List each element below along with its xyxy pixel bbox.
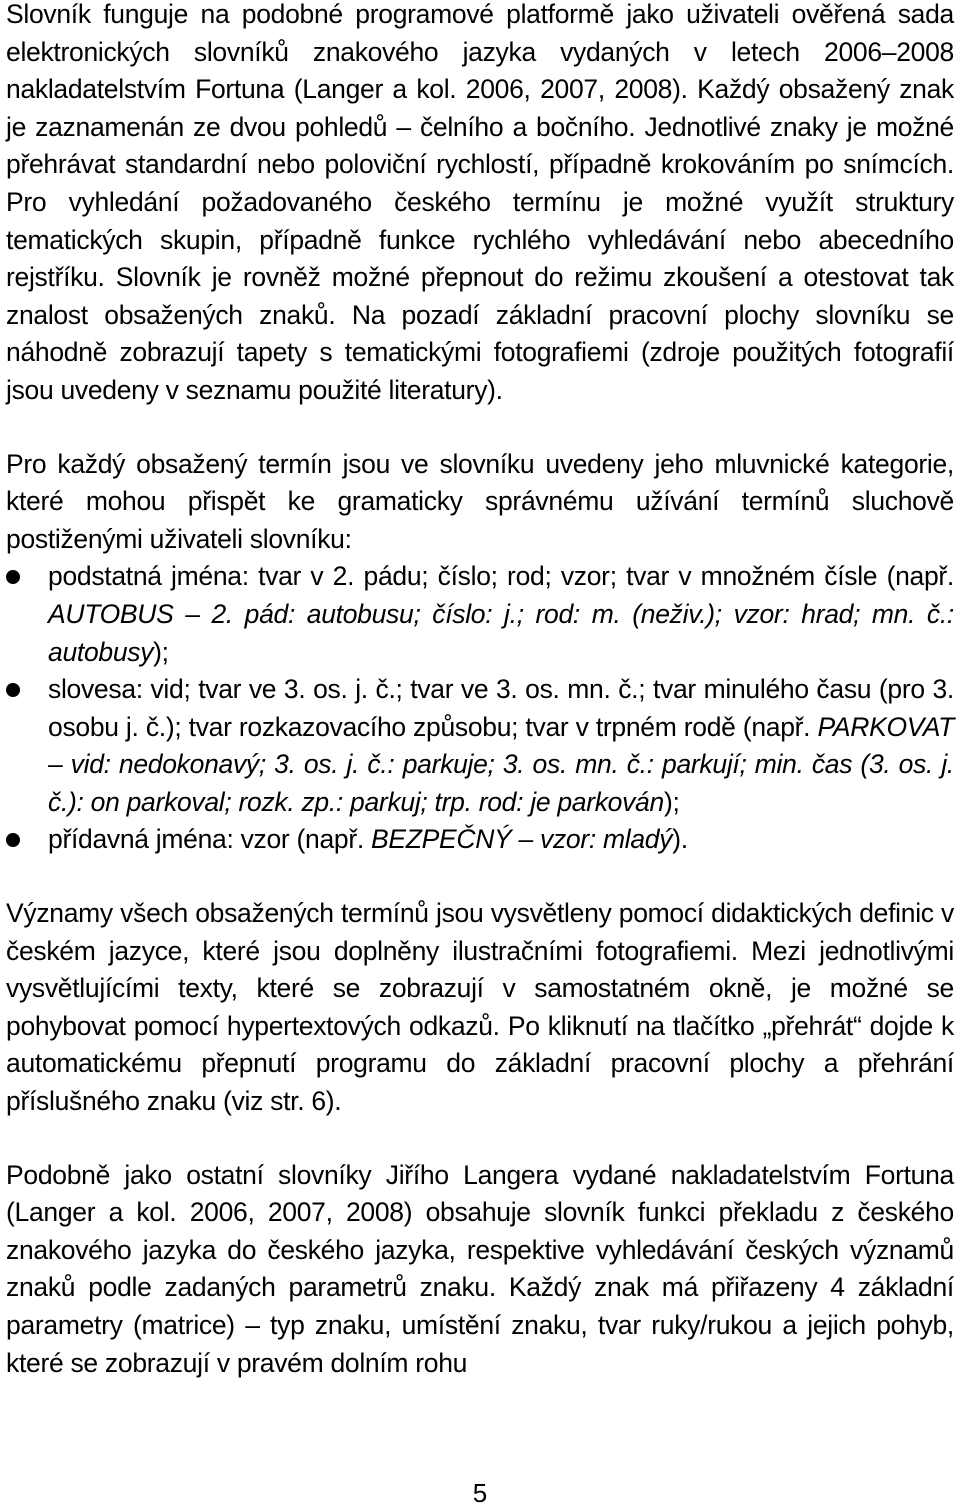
paragraph-translation-function: Podobně jako ostatní slovníky Jiřího Langera vydané nakladatelstvím Fortuna (Langer a kol. 2006, 2007, 2008) obsahuje slovník funkci překladu z českého znakového jazyka do českého jazyka, respektive vyhledávání českých významů znaků podle zadaných parametrů znaku. Každý znak má přiřazeny 4 základní parametry (matrice) – typ znaku, umístění znaku, tvar ruky/rukou a jejich pohyb, které se zobrazují v pravém dolním rohu [6, 1159, 954, 1378]
paragraph-gap [6, 1121, 954, 1157]
list-item-text-end: ); [663, 786, 680, 817]
paragraph-gap [6, 410, 954, 446]
bullet-icon [6, 683, 20, 697]
list-item-verbs [6, 671, 954, 821]
list-item-example: BEZPEČNÝ – vzor: mladý [371, 824, 673, 855]
paragraph-dictionary-features: Slovník funguje na podobné programové platformě jako uživateli ověřená sada elektronických slovníků znakového jazyka vydaných v letech 2006–2008 nakladatelstvím Fortuna (Langer a kol. 2006, 2007, 2008). Každý obsažený znak je zaznamenán ze dvou pohledů – čelního a bočního. Jednotlivé znaky je možné přehrávat standardní nebo poloviční rychlostí, případně krokováním po snímcích. Pro vyhledání požadovaného českého termínu je možné využít struktury tematických skupin, případně funkce rychlého vyhledávání nebo abecedního rejstříku. Slovník je rovněž možné přepnout do režimu zkoušení a otestovat tak znalost obsažených znaků. Na pozadí základní pracovní plochy slovníku se náhodně zobrazují tapety s tematickými fotografiemi (zdroje použitých fotografií jsou uvedeny v seznamu použité literatury). [6, 0, 954, 405]
list-item-example: PARKOVAT – vid: nedokonavý; 3. os. j. č.: parkuje; 3. os. mn. č.: parkují; min. čas (3. os. j. č.): on parkoval; rozk. zp.: parkuj; trp. rod: je parkován [48, 711, 954, 817]
paragraph-grammatical-categories: Pro každý obsažený termín jsou ve slovníku uvedeny jeho mluvnické kategorie, které mohou přispět ke gramaticky správnému užívání termínů sluchově postiženými uživateli slovníku: [6, 448, 954, 554]
bullet-icon [6, 833, 20, 847]
list-item-text-end: ). [672, 824, 688, 855]
list-item-nouns [6, 558, 954, 671]
list-item-text: přídavná jména: vzor (např. [48, 824, 372, 855]
list-item-text: slovesa: vid; tvar ve 3. os. j. č.; tvar ve 3. os. mn. č.; tvar minulého času (pro 3. osobu j. č.); tvar rozkazovacího způsobu; tvar v trpném rodě (např. [48, 674, 954, 742]
paragraph-gap [6, 859, 954, 895]
list-item-text: podstatná jména: tvar v 2. pádu; číslo; rod; vzor; tvar v množném čísle (např. [48, 561, 954, 592]
grammatical-categories-list [6, 558, 954, 859]
document-page [6, 0, 954, 1382]
list-item-text-end: ); [153, 636, 169, 667]
list-item-adjectives [6, 821, 954, 859]
list-item-example: AUTOBUS – 2. pád: autobusu; číslo: j.; rod: m. (neživ.); vzor: hrad; mn. č.: autobusy [48, 598, 954, 667]
paragraph-definitions: Významy všech obsažených termínů jsou vysvětleny pomocí didaktických definic v českém jazyce, které jsou doplněny ilustračními fotografiemi. Mezi jednotlivými vysvětlujícími texty, které se zobrazují v samostatném okně, je možné se pohybovat pomocí hypertextových odkazů. Po kliknutí na tlačítko „přehrát“ dojde k automatickému přepnutí programu do základní pracovní plochy a přehrání příslušného znaku (viz str. 6). [6, 898, 954, 1117]
page-number: 5 [472, 1478, 488, 1508]
bullet-icon [6, 570, 20, 584]
